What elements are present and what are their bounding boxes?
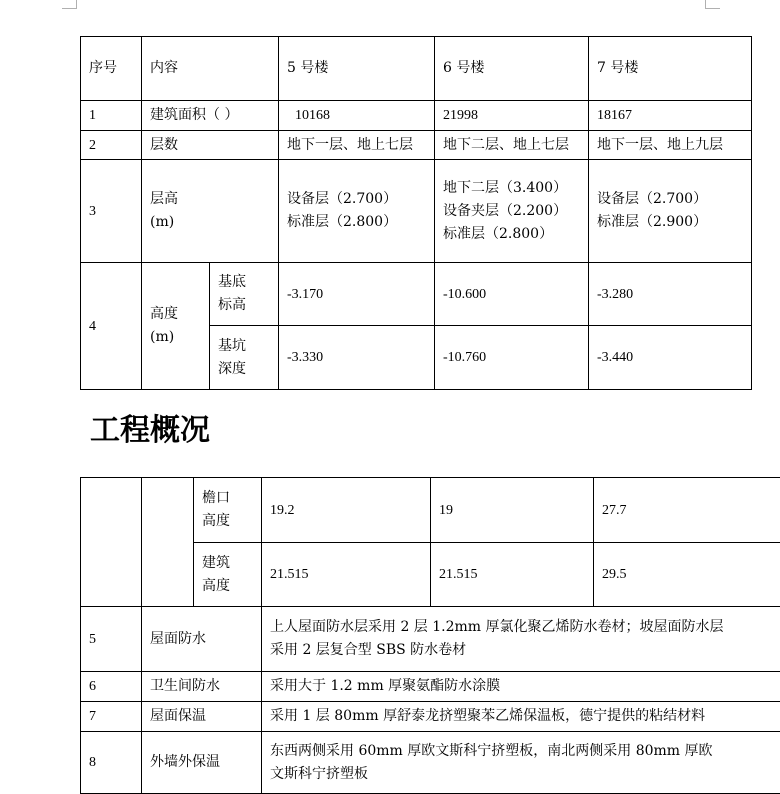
description-cell: 采用大于 1.2 mm 厚聚氨酯防水涂膜 xyxy=(262,672,780,702)
row-number: 4 xyxy=(81,263,142,390)
label-line: 层高 xyxy=(150,188,270,211)
value-cell: 19.2 xyxy=(262,478,431,543)
row-number: 5 xyxy=(81,607,142,672)
page-corner-mark-left xyxy=(62,0,77,9)
table-row xyxy=(81,607,780,672)
label-line: 基坑 xyxy=(218,335,270,358)
row-label: 建筑面积（ ） xyxy=(142,101,279,131)
table-row xyxy=(81,131,752,160)
label-line: 基底 xyxy=(218,271,270,294)
value-cell: -10.600 xyxy=(435,263,589,326)
header-cell: 6 号楼 xyxy=(435,37,589,101)
section-heading: 工程概况 xyxy=(90,411,210,451)
label-line: 高度 xyxy=(202,510,253,533)
project-table-continued xyxy=(80,477,780,794)
value-cell: -10.760 xyxy=(435,326,589,390)
row-label: 层数 xyxy=(142,131,279,160)
header-cell: 7 号楼 xyxy=(589,37,752,101)
label-line: 深度 xyxy=(218,358,270,381)
value-cell: -3.330 xyxy=(279,326,435,390)
sub-label xyxy=(210,263,279,326)
row-label: 外墙外保温 xyxy=(142,732,262,794)
table-row xyxy=(81,672,780,702)
page-corner-mark-right xyxy=(705,0,720,9)
value-cell: 18167 xyxy=(589,101,752,131)
value-cell: 10168 xyxy=(279,101,435,131)
value-cell: 地下一层、地上九层 xyxy=(589,131,752,160)
table-row xyxy=(81,478,780,543)
table-row xyxy=(81,101,752,131)
value-cell: 21.515 xyxy=(431,543,594,607)
value-line: 地下二层（3.400） xyxy=(443,177,580,200)
description-line: 采用 2 层复合型 SBS 防水卷材 xyxy=(270,639,772,662)
row-label: 屋面保温 xyxy=(142,702,262,732)
value-line: 标准层（2.800） xyxy=(287,211,426,234)
value-cell xyxy=(589,160,752,263)
label-line: 高度 xyxy=(150,303,201,326)
value-cell: 21998 xyxy=(435,101,589,131)
value-line: 设备层（2.700） xyxy=(287,188,426,211)
row-label: 卫生间防水 xyxy=(142,672,262,702)
row-number: 3 xyxy=(81,160,142,263)
row-number: 2 xyxy=(81,131,142,160)
row-number: 7 xyxy=(81,702,142,732)
description-line: 东西两侧采用 60mm 厚欧文斯科宁挤塑板，南北两侧采用 80mm 厚欧 xyxy=(270,740,772,763)
row-number: 6 xyxy=(81,672,142,702)
label-line: 标高 xyxy=(218,294,270,317)
description-cell xyxy=(262,732,780,794)
table-row xyxy=(81,160,752,263)
value-cell xyxy=(435,160,589,263)
label-line: 高度 xyxy=(202,575,253,598)
table-row xyxy=(81,732,780,794)
header-cell: 序号 xyxy=(81,37,142,101)
header-cell: 内容 xyxy=(142,37,279,101)
value-cell: -3.170 xyxy=(279,263,435,326)
sub-label xyxy=(194,478,262,543)
value-line: 标准层（2.800） xyxy=(443,223,580,246)
row-number: 8 xyxy=(81,732,142,794)
table-row xyxy=(81,263,752,326)
table-header-row xyxy=(81,37,752,101)
value-line: 设备夹层（2.200） xyxy=(443,200,580,223)
row-label: 屋面防水 xyxy=(142,607,262,672)
value-cell: 地下一层、地上七层 xyxy=(279,131,435,160)
description-line: 文斯科宁挤塑板 xyxy=(270,763,772,786)
description-cell: 采用 1 层 80mm 厚舒泰龙挤塑聚苯乙烯保温板，德宁提供的粘结材料 xyxy=(262,702,780,732)
value-cell: 地下二层、地上七层 xyxy=(435,131,589,160)
value-cell: -3.440 xyxy=(589,326,752,390)
label-line: 建筑 xyxy=(202,552,253,575)
value-cell: 19 xyxy=(431,478,594,543)
row-number: 1 xyxy=(81,101,142,131)
empty-cell xyxy=(81,478,142,607)
label-unit: (m) xyxy=(150,326,201,349)
value-line: 标准层（2.900） xyxy=(597,211,743,234)
value-line: 设备层（2.700） xyxy=(597,188,743,211)
value-cell: 27.7 xyxy=(594,478,780,543)
sub-label xyxy=(194,543,262,607)
description-line: 上人屋面防水层采用 2 层 1.2mm 厚氯化聚乙烯防水卷材；坡屋面防水层 xyxy=(270,616,772,639)
row-label xyxy=(142,263,210,390)
sub-label xyxy=(210,326,279,390)
project-table xyxy=(80,36,752,390)
value-cell: -3.280 xyxy=(589,263,752,326)
table-row xyxy=(81,702,780,732)
value-cell xyxy=(279,160,435,263)
value-cell: 21.515 xyxy=(262,543,431,607)
label-line: 檐口 xyxy=(202,487,253,510)
header-cell: 5 号楼 xyxy=(279,37,435,101)
value-cell: 29.5 xyxy=(594,543,780,607)
row-label xyxy=(142,160,279,263)
empty-cell xyxy=(142,478,194,607)
label-unit: (m) xyxy=(150,211,270,234)
description-cell xyxy=(262,607,780,672)
